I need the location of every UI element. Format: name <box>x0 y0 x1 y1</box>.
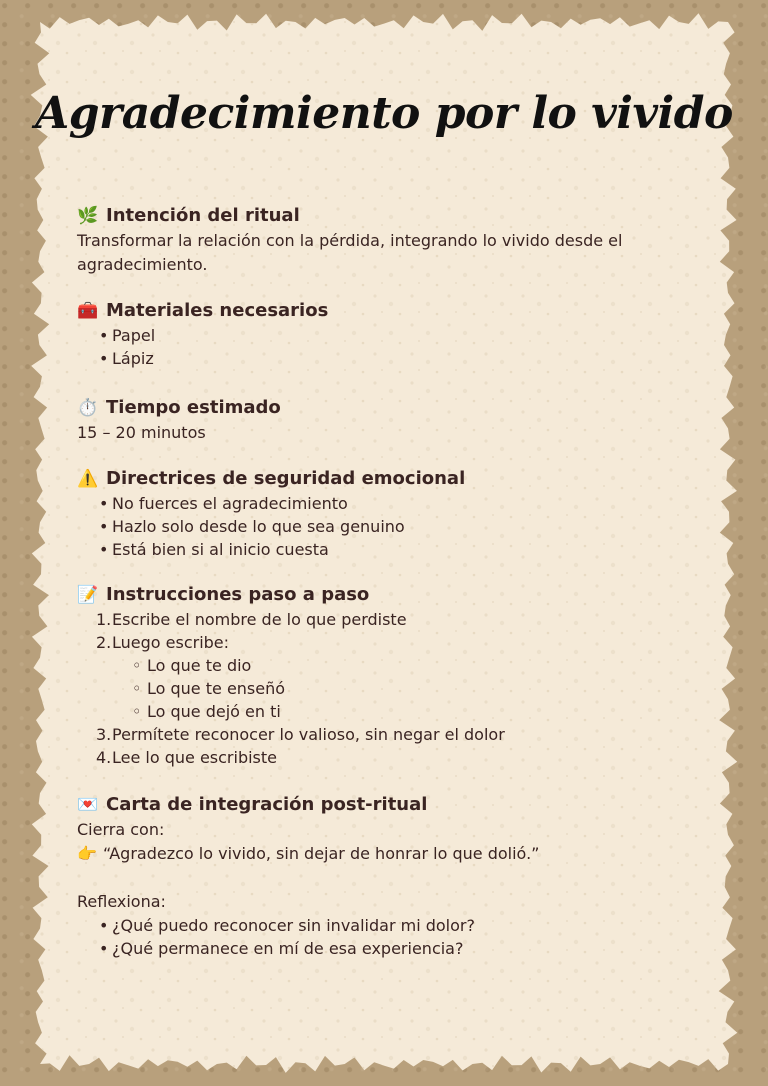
heading-intencion-label: Intención del ritual <box>106 205 300 226</box>
step-text: Permítete reconocer lo valioso, sin negar el dolor <box>112 725 505 744</box>
intencion-line-1: Transformar la relación con la pérdida, integrando lo vivido desde el <box>77 231 623 250</box>
directrices-list <box>77 492 697 561</box>
section-materiales <box>77 298 697 370</box>
heading-directrices <box>77 466 697 492</box>
step-number: 4. <box>96 748 112 767</box>
materiales-list <box>77 324 697 370</box>
section-directrices <box>77 466 697 561</box>
page-title: Agradecimiento por lo vivido <box>35 88 733 139</box>
heading-intencion <box>77 203 697 229</box>
heading-carta-label: Carta de integración post-ritual <box>106 794 428 815</box>
step-item <box>77 608 697 631</box>
tiempo-text: 15 – 20 minutos <box>77 423 206 442</box>
heading-tiempo <box>77 395 697 421</box>
step-number: 2. <box>96 633 112 652</box>
quote-text: “Agradezco lo vivido, sin dejar de honrar lo que dolió.” <box>103 844 540 863</box>
heading-carta <box>77 792 697 818</box>
substep-item: ◦ Lo que te enseñó <box>77 677 697 700</box>
section-instrucciones <box>77 582 697 769</box>
list-item: • Lápiz <box>77 347 697 370</box>
step-number: 1. <box>96 610 112 629</box>
list-item: • No fuerces el agradecimiento <box>77 492 697 515</box>
reflexiona-label: Reflexiona: <box>77 892 166 911</box>
section-tiempo <box>77 395 697 445</box>
heading-directrices-label: Directrices de seguridad emocional <box>106 468 466 489</box>
section-carta <box>77 792 697 960</box>
step-number: 3. <box>96 725 112 744</box>
section-intencion <box>77 203 697 277</box>
step-item <box>77 723 697 746</box>
cierra-label: Cierra con: <box>77 820 165 839</box>
heading-materiales-label: Materiales necesarios <box>106 300 329 321</box>
heading-materiales <box>77 298 697 324</box>
warning-icon: ⚠️ <box>77 469 99 489</box>
quote-line <box>77 842 697 866</box>
reflexiona-list <box>77 914 697 960</box>
heading-instrucciones <box>77 582 697 608</box>
list-item: • Papel <box>77 324 697 347</box>
herb-icon: 🌿 <box>77 206 99 226</box>
steps-list-continued <box>77 723 697 769</box>
pointing-hand-icon: 👉 <box>77 844 97 863</box>
intencion-line-2: agradecimiento. <box>77 255 208 274</box>
step-text: Escribe el nombre de lo que perdiste <box>112 610 407 629</box>
substeps-list <box>77 654 697 723</box>
heading-tiempo-label: Tiempo estimado <box>106 397 281 418</box>
list-item: • ¿Qué puedo reconocer sin invalidar mi dolor? <box>77 914 697 937</box>
love-letter-icon: 💌 <box>77 795 99 815</box>
step-text: Lee lo que escribiste <box>112 748 278 767</box>
steps-list <box>77 608 697 654</box>
list-item: • Hazlo solo desde lo que sea genuino <box>77 515 697 538</box>
list-item: • ¿Qué permanece en mí de esa experiencia? <box>77 937 697 960</box>
substep-item: ◦ Lo que te dio <box>77 654 697 677</box>
step-item <box>77 746 697 769</box>
toolbox-icon: 🧰 <box>77 301 99 321</box>
spacer <box>77 866 697 890</box>
heading-instrucciones-label: Instrucciones paso a paso <box>106 584 370 605</box>
list-item: • Está bien si al inicio cuesta <box>77 538 697 561</box>
memo-icon: 📝 <box>77 585 99 605</box>
substep-item: ◦ Lo que dejó en ti <box>77 700 697 723</box>
stopwatch-icon: ⏱️ <box>77 398 99 418</box>
step-item <box>77 631 697 654</box>
step-text: Luego escribe: <box>112 633 230 652</box>
